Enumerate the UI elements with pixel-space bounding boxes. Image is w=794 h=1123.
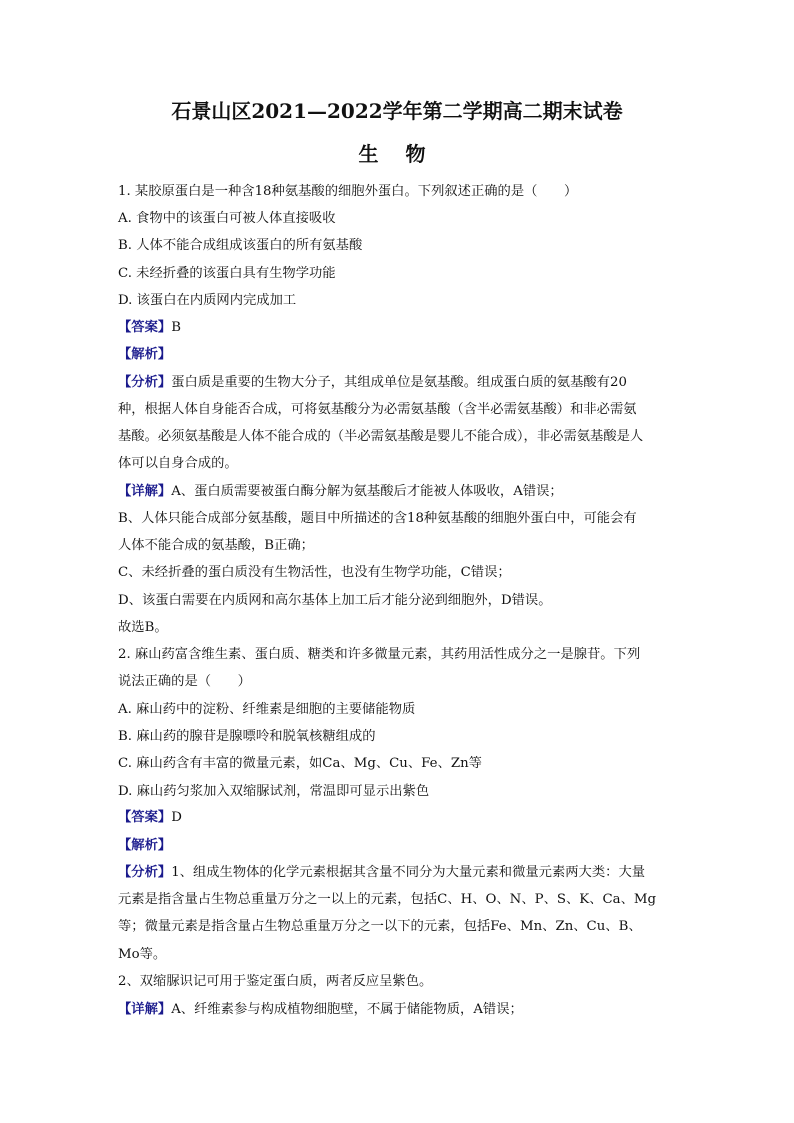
line-text: B [171, 320, 181, 335]
text-line [118, 398, 637, 417]
section-tag: 【解析】 [118, 347, 172, 362]
text-line [118, 234, 362, 253]
section-tag: 【详解】 [118, 1002, 172, 1017]
text-line [118, 561, 511, 580]
line-text: C、未经折叠的蛋白质没有生物活性，也没有生物学功能，C错误； [118, 565, 511, 580]
line-text: 故选B。 [118, 620, 168, 635]
line-text: 等；微量元素是指含量占生物总重量万分之一以下的元素，包括Fe、Mn、Zn、Cu、B、 [118, 919, 642, 934]
text-line [118, 670, 251, 689]
line-text: 体可以自身合成的。 [118, 456, 238, 471]
text-line [118, 534, 314, 553]
line-text: D、该蛋白需要在内质网和高尔基体上加工后才能分泌到细胞外，D错误。 [118, 593, 552, 608]
line-text: A、纤维素参与构成植物细胞壁，不属于储能物质，A错误； [171, 1002, 523, 1017]
text-line [118, 752, 482, 771]
text-line [118, 780, 429, 799]
section-tag: 【答案】 [118, 810, 172, 825]
text-line [118, 834, 171, 853]
section-tag: 【详解】 [118, 484, 172, 499]
text-line [118, 888, 656, 907]
text-line [118, 616, 168, 635]
line-text: 人体不能合成的氨基酸，B正确； [118, 538, 314, 553]
line-text: C. 未经折叠的该蛋白具有生物学功能 [118, 266, 336, 281]
text-line [118, 725, 376, 744]
line-text: A. 食物中的该蛋白可被人体直接吸收 [118, 211, 336, 226]
section-tag: 【分析】 [118, 375, 172, 390]
subject-title: 生 物 [358, 142, 436, 166]
section-tag: 【分析】 [118, 865, 172, 880]
text-line [118, 915, 642, 934]
line-text: 说法正确的是（ ） [118, 674, 251, 689]
line-text: 2. 麻山药富含维生素、蛋白质、糖类和许多微量元素，其药用活性成分之一是腺苷。下列 [118, 647, 641, 662]
line-text: A、蛋白质需要被蛋白酶分解为氨基酸后才能被人体吸收，A错误； [171, 484, 563, 499]
section-tag: 【答案】 [118, 320, 172, 335]
text-line [118, 943, 166, 962]
line-text: 种，根据人体自身能否合成，可将氨基酸分为必需氨基酸（含半必需氨基酸）和非必需氨 [118, 402, 637, 417]
text-line [118, 316, 181, 335]
line-text: 元素是指含量占生物总重量万分之一以上的元素，包括C、H、O、N、P、S、K、Ca、Mg [118, 892, 657, 907]
section-tag: 【解析】 [118, 838, 172, 853]
text-line [118, 289, 296, 308]
line-text: 1. 某胶原蛋白是一种含18种氨基酸的细胞外蛋白。下列叙述正确的是（ ） [118, 184, 578, 199]
line-text: A. 麻山药中的淀粉、纤维素是细胞的主要储能物质 [118, 702, 416, 717]
line-text: B. 麻山药的腺苷是腺嘌呤和脱氧核糖组成的 [118, 729, 376, 744]
line-text: Mo等。 [118, 947, 167, 962]
document-title: 石景山区2021—2022学年第二学期高二期末试卷 [171, 99, 623, 123]
text-line [118, 343, 171, 362]
line-text: 1、组成生物体的化学元素根据其含量不同分为大量元素和微量元素两大类：大量 [171, 865, 646, 880]
text-line [118, 452, 238, 471]
line-text: 基酸。必须氨基酸是人体不能合成的（半必需氨基酸是婴儿不能合成），非必需氨基酸是人 [118, 429, 644, 444]
line-text: 蛋白质是重要的生物大分子，其组成单位是氨基酸。组成蛋白质的氨基酸有20 [171, 375, 627, 390]
line-text: 2、双缩脲识记可用于鉴定蛋白质，两者反应呈紫色。 [118, 974, 433, 989]
text-line [118, 643, 640, 662]
line-text: B、人体只能合成部分氨基酸，题目中所描述的含18种氨基酸的细胞外蛋白中，可能会有 [118, 511, 637, 526]
text-line [118, 861, 645, 880]
line-text: D. 该蛋白在内质网内完成加工 [118, 293, 297, 308]
text-line [118, 180, 577, 199]
text-line [118, 425, 643, 444]
text-line [118, 698, 415, 717]
text-line [118, 998, 523, 1017]
text-line [118, 207, 336, 226]
text-line [118, 589, 552, 608]
text-line [118, 262, 336, 281]
line-text: D. 麻山药匀浆加入双缩脲试剂，常温即可显示出紫色 [118, 784, 430, 799]
text-line [118, 806, 182, 825]
text-line [118, 507, 637, 526]
line-text: D [171, 810, 182, 825]
line-text: B. 人体不能合成组成该蛋白的所有氨基酸 [118, 238, 363, 253]
line-text: C. 麻山药含有丰富的微量元素，如Ca、Mg、Cu、Fe、Zn等 [118, 756, 482, 771]
text-line [118, 480, 563, 499]
text-line [118, 371, 627, 390]
text-line [118, 970, 432, 989]
